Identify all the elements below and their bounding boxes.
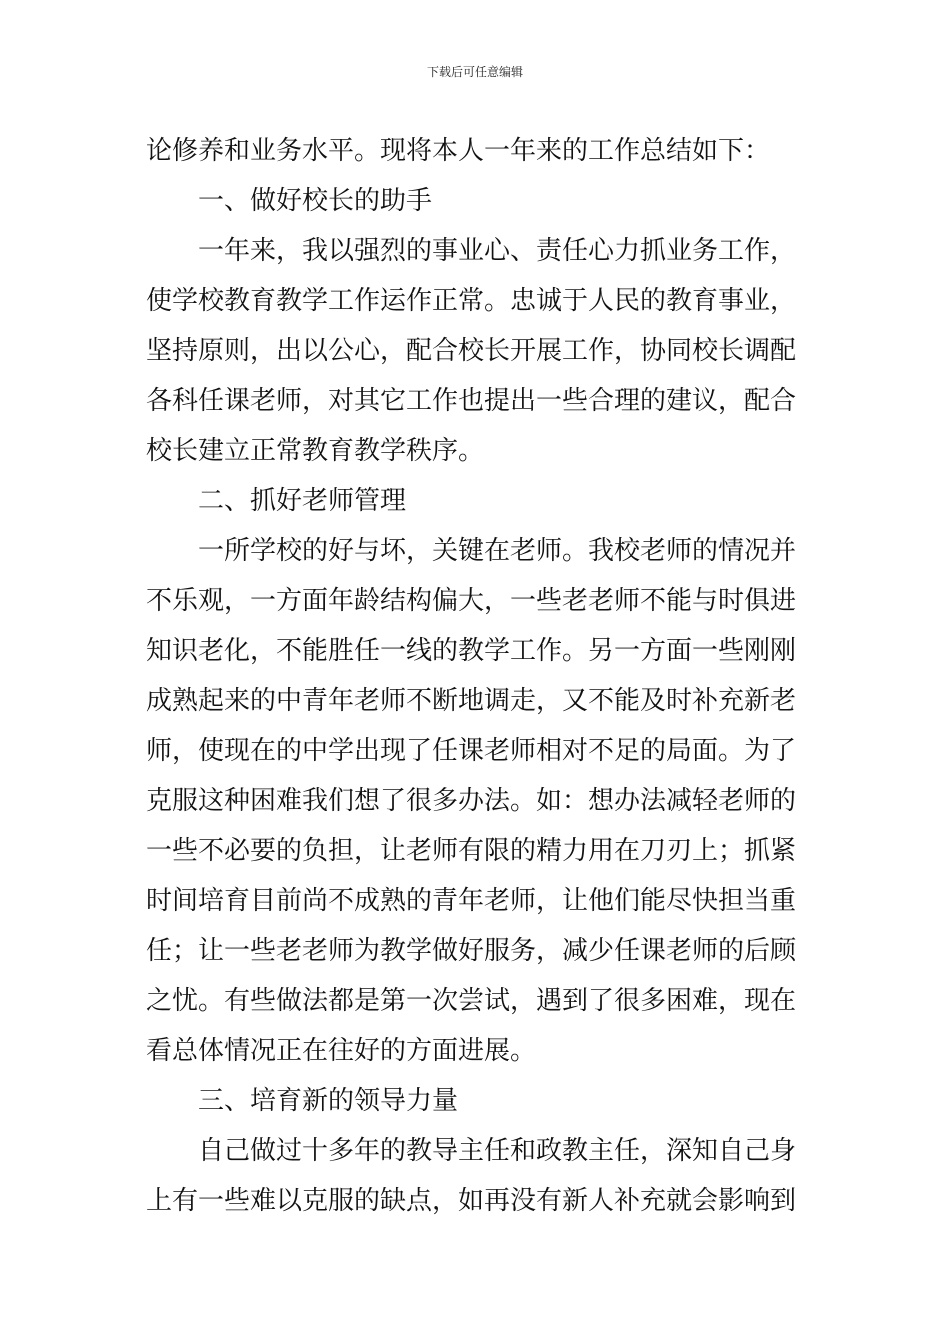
- paragraph-line: 知识老化，不能胜任一线的教学工作。另一方面一些刚刚: [146, 636, 797, 666]
- paragraph-line: 上有一些难以克服的缺点，如再没有新人补充就会影响到: [146, 1186, 797, 1216]
- paragraph-line: 之忧。有些做法都是第一次尝试，遇到了很多困难，现在: [146, 986, 797, 1016]
- section-heading-1: 一、做好校长的助手: [198, 186, 433, 216]
- paragraph-line: 一些不必要的负担，让老师有限的精力用在刀刃上；抓紧: [146, 836, 797, 866]
- paragraph-line: 一所学校的好与坏，关键在老师。我校老师的情况并: [198, 536, 797, 566]
- section-heading-2: 二、抓好老师管理: [198, 486, 407, 516]
- paragraph-line: 一年来，我以强烈的事业心、责任心力抓业务工作，: [198, 236, 797, 266]
- paragraph-line: 自己做过十多年的教导主任和政教主任，深知自己身: [198, 1136, 797, 1166]
- page-header: 下载后可任意编辑: [426, 65, 523, 79]
- section-heading-3: 三、培育新的领导力量: [198, 1086, 459, 1116]
- paragraph-line: 论修养和业务水平。现将本人一年来的工作总结如下：: [146, 136, 771, 166]
- paragraph-line: 各科任课老师，对其它工作也提出一些合理的建议，配合: [146, 386, 797, 416]
- paragraph-line: 坚持原则，出以公心，配合校长开展工作，协同校长调配: [146, 336, 797, 366]
- paragraph-line: 使学校教育教学工作运作正常。忠诚于人民的教育事业，: [146, 286, 797, 316]
- paragraph-line: 成熟起来的中青年老师不断地调走，又不能及时补充新老: [146, 686, 797, 716]
- paragraph-line: 克服这种困难我们想了很多办法。如：想办法减轻老师的: [146, 786, 797, 816]
- paragraph-line: 时间培育目前尚不成熟的青年老师，让他们能尽快担当重: [146, 886, 797, 916]
- document-body: [146, 126, 806, 1226]
- paragraph-line: 师，使现在的中学出现了任课老师相对不足的局面。为了: [146, 736, 797, 766]
- paragraph-line: 校长建立正常教育教学秩序。: [146, 436, 485, 466]
- paragraph-line: 任；让一些老老师为教学做好服务，减少任课老师的后顾: [146, 936, 797, 966]
- paragraph-line: 看总体情况正在往好的方面进展。: [146, 1036, 537, 1066]
- paragraph-line: 不乐观，一方面年龄结构偏大，一些老老师不能与时俱进: [146, 586, 797, 616]
